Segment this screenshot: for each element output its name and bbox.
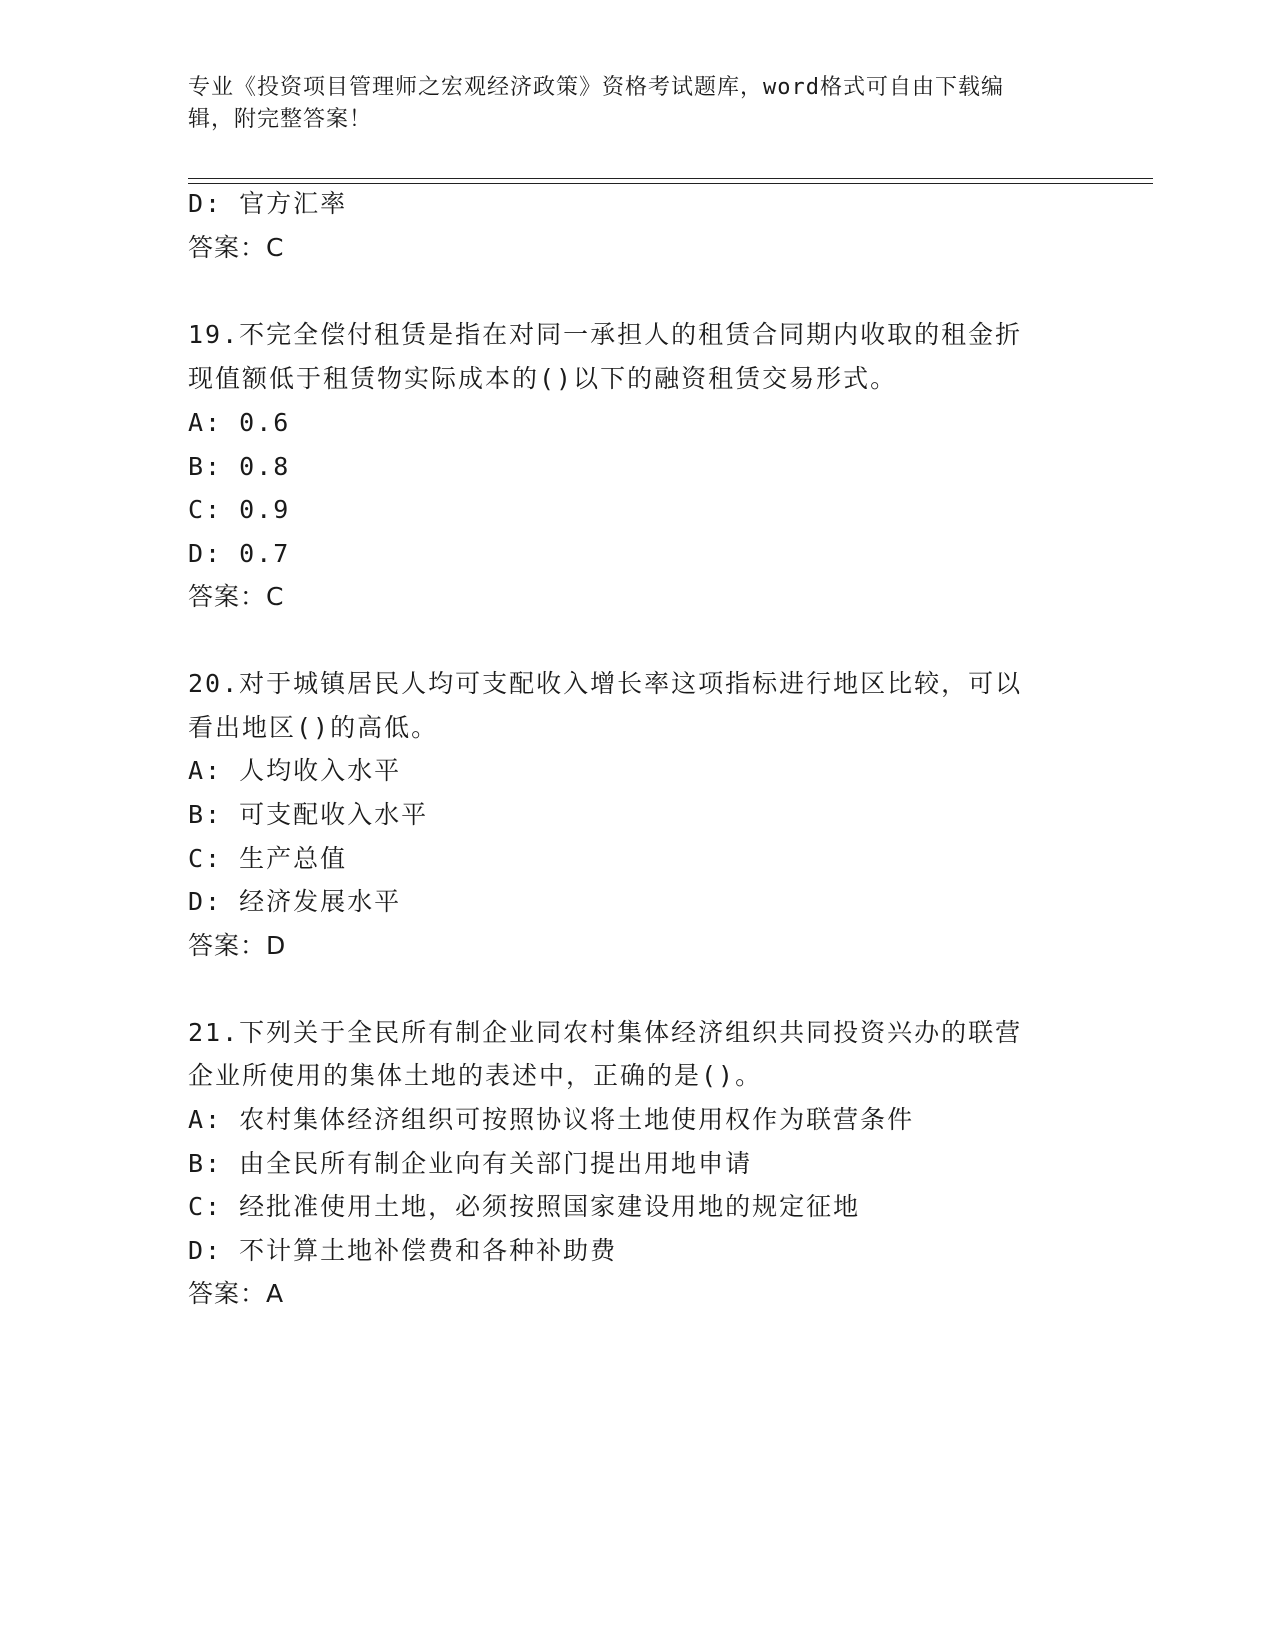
- document-header: [188, 72, 1068, 136]
- q20-option-a: A: 人均收入水平: [188, 756, 402, 785]
- q21-stem-line-1: 21.下列关于全民所有制企业同农村集体经济组织共同投资兴办的联营: [188, 1018, 1023, 1047]
- q20-option-d: D: 经济发展水平: [188, 887, 402, 916]
- header-divider-bottom: [188, 183, 1153, 184]
- prev-option-d: D: 官方汇率: [188, 189, 348, 218]
- prev-answer: 答案：C: [188, 233, 285, 262]
- q19-option-c: C: 0.9: [188, 495, 291, 524]
- q20-option-b: B: 可支配收入水平: [188, 800, 429, 829]
- q21-option-d: D: 不计算土地补偿费和各种补助费: [188, 1236, 618, 1265]
- q20-answer: 答案：D: [188, 931, 287, 960]
- q20-stem-line-2: 看出地区()的高低。: [188, 713, 439, 742]
- q19-stem-line-1: 19.不完全偿付租赁是指在对同一承担人的租赁合同期内收取的租金折: [188, 320, 1023, 349]
- q19-option-a: A: 0.6: [188, 408, 291, 437]
- q20-stem-line-1: 20.对于城镇居民人均可支配收入增长率这项指标进行地区比较，可以: [188, 669, 1023, 698]
- header-line-1: 专业《投资项目管理师之宏观经济政策》资格考试题库，word格式可自由下载编: [188, 75, 1004, 100]
- q21-answer: 答案：A: [188, 1279, 285, 1308]
- q19-option-b: B: 0.8: [188, 452, 291, 481]
- header-line-2: 辑，附完整答案！: [188, 107, 373, 132]
- q19-stem-line-2: 现值额低于租赁物实际成本的()以下的融资租赁交易形式。: [188, 364, 898, 393]
- header-divider-top: [188, 178, 1153, 179]
- q21-option-b: B: 由全民所有制企业向有关部门提出用地申请: [188, 1149, 753, 1178]
- q21-option-c: C: 经批准使用土地，必须按照国家建设用地的规定征地: [188, 1192, 861, 1221]
- q21-option-a: A: 农村集体经济组织可按照协议将土地使用权作为联营条件: [188, 1105, 915, 1134]
- q19-option-d: D: 0.7: [188, 539, 291, 568]
- q20-option-c: C: 生产总值: [188, 844, 348, 873]
- q21-stem-line-2: 企业所使用的集体土地的表述中，正确的是()。: [188, 1061, 763, 1090]
- q19-answer: 答案：C: [188, 582, 285, 611]
